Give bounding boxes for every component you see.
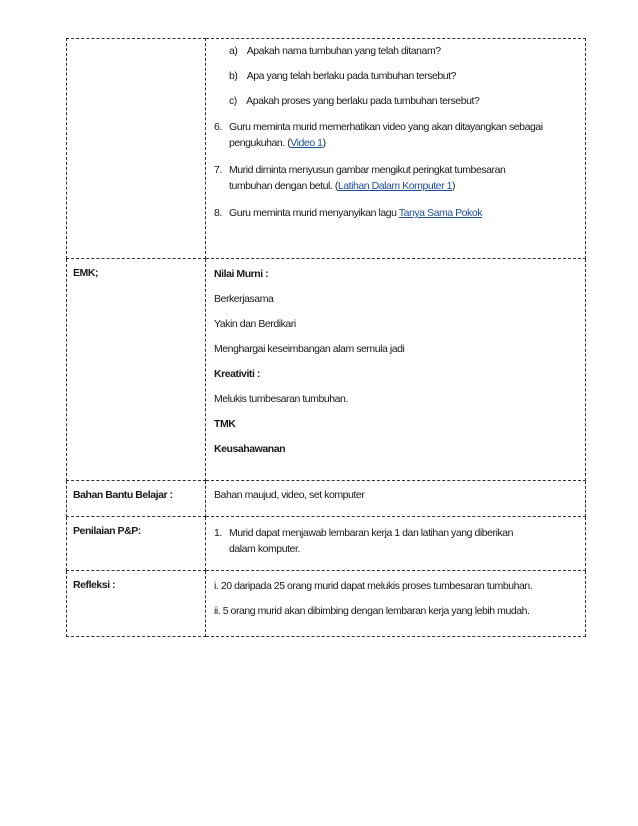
tmk-heading: TMK [214, 418, 236, 430]
sub-question-b: b) Apa yang telah berlaku pada tumbuhan tersebut? [229, 70, 457, 82]
refleksi-label: Refleksi : [73, 579, 116, 591]
penilaian-content-cell [206, 517, 586, 571]
activity-row [67, 39, 586, 259]
refleksi-row [67, 571, 586, 637]
tanya-sama-pokok-link[interactable]: Tanya Sama Pokok [398, 207, 483, 219]
step-7: 7. Murid diminta menyusun gambar mengikut peringkat tumbesaran tumbuhan dengan betul. (Latihan Dalam Komputer 1) [214, 164, 506, 192]
activity-label-cell [67, 39, 206, 259]
nilai-item: Yakin dan Berdikari [214, 318, 296, 330]
nilai-item: Menghargai keseimbangan alam semula jadi [214, 343, 405, 355]
step-8: 8. Guru meminta murid menyanyikan lagu Tanya Sama Pokok [214, 207, 483, 219]
sub-question-a: a) Apakah nama tumbuhan yang telah ditanam? [229, 45, 441, 57]
emk-content-cell [206, 259, 586, 481]
step-6: 6. Guru meminta murid memerhatikan video yang akan ditayangkan sebagai pengukuhan. (Video 1) [214, 121, 543, 149]
keusahawanan-heading: Keusahawanan [214, 443, 286, 455]
bahan-text: Bahan maujud, video, set komputer [214, 489, 365, 501]
emk-row [67, 259, 586, 481]
penilaian-row [67, 517, 586, 571]
lesson-plan-table [66, 38, 586, 637]
nilai-murni-heading: Nilai Murni : [214, 268, 269, 280]
bahan-content-cell [206, 481, 586, 517]
kreativiti-heading: Kreativiti : [214, 368, 260, 380]
penilaian-item: 1. Murid dapat menjawab lembaran kerja 1 dan latihan yang diberikan dalam komputer. [214, 527, 514, 555]
kreativiti-text: Melukis tumbesaran tumbuhan. [214, 393, 348, 405]
bahan-row [67, 481, 586, 517]
penilaian-label: Penilaian P&P: [73, 525, 141, 537]
nilai-item: Berkerjasama [214, 293, 274, 305]
emk-label: EMK; [73, 267, 99, 279]
activity-content-cell [206, 39, 586, 259]
emk-label-cell [67, 259, 206, 481]
bahan-label-cell [67, 481, 206, 517]
penilaian-label-cell [67, 517, 206, 571]
video-1-link[interactable]: Video 1 [290, 137, 323, 149]
refleksi-label-cell [67, 571, 206, 637]
bahan-label: Bahan Bantu Belajar : [73, 489, 173, 501]
sub-question-c: c) Apakah proses yang berlaku pada tumbuhan tersebut? [229, 95, 480, 107]
latihan-komputer-1-link[interactable]: Latihan Dalam Komputer 1 [337, 180, 452, 192]
refleksi-content-cell [206, 571, 586, 637]
refleksi-item: i. 20 daripada 25 orang murid dapat melukis proses tumbesaran tumbuhan. [214, 580, 533, 592]
refleksi-item: ii. 5 orang murid akan dibimbing dengan lembaran kerja yang lebih mudah. [214, 605, 530, 617]
